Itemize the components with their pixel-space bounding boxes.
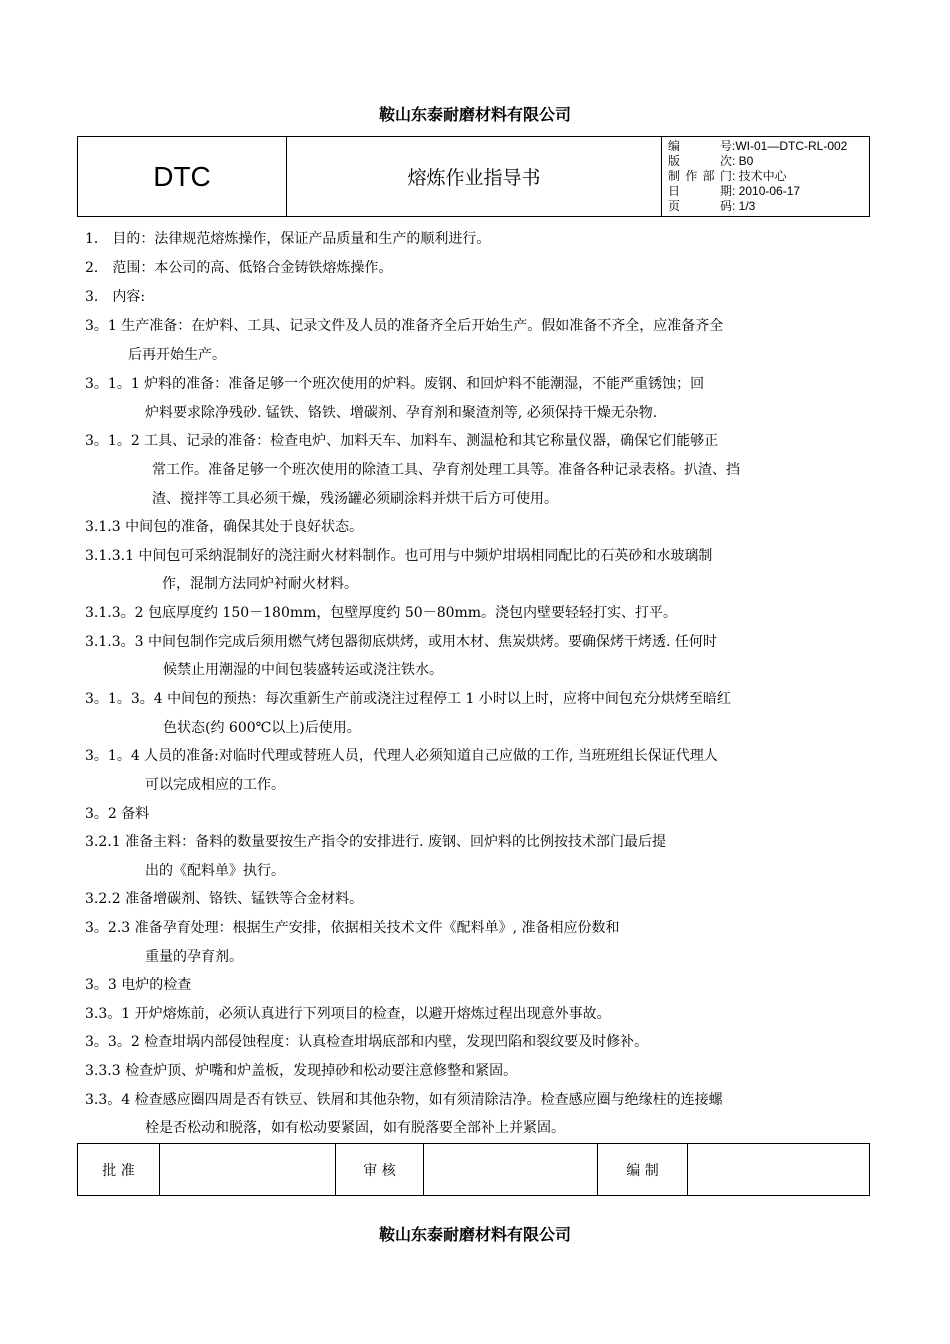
body-line: 3。1。2 工具、记录的准备：检查电炉、加料天车、加料车、测温枪和其它称量仪器，确保它们能够正 — [85, 433, 719, 449]
body-line: 常工作。准备足够一个班次使用的除渣工具、孕育剂处理工具等。准备各种记录表格。扒渣、挡 — [152, 462, 740, 478]
body-line: 3。2.3 准备孕育处理：根据生产安排，依据相关技术文件《配料单》, 准备相应份数和 — [85, 920, 620, 936]
company-name-bottom: 鞍山东泰耐磨材料有限公司 — [378, 1225, 571, 1244]
body-line: 3.2.2 准备增碳剂、铬铁、锰铁等合金材料。 — [85, 891, 364, 907]
body-line: 色状态(约 600℃以上)后使用。 — [163, 720, 361, 736]
meta-date: 日 期: 2010-06-17 — [668, 184, 801, 198]
company-name-top: 鞍山东泰耐磨材料有限公司 — [378, 105, 571, 124]
body-line: 3.3。4 检查感应圈四周是否有铁豆、铁屑和其他杂物，如有须清除洁净。检查感应圈与绝缘柱的连接螺 — [85, 1092, 723, 1108]
body-line: 3。2 备料 — [85, 806, 150, 822]
body-line: 候禁止用潮湿的中间包装盛转运或浇注铁水。 — [163, 662, 443, 678]
prepare-field — [688, 1144, 870, 1196]
document-meta — [662, 137, 870, 217]
body-line: 可以完成相应的工作。 — [145, 777, 285, 793]
body-line: 炉料要求除净残砂. 锰铁、铬铁、增碳剂、孕育剂和聚渣剂等, 必须保持干燥无杂物. — [145, 405, 658, 421]
body-line: 1． 目的：法律规范熔炼操作，保证产品质量和生产的顺利进行。 — [85, 231, 491, 247]
body-line: 作，混制方法同炉衬耐火材料。 — [162, 576, 358, 592]
document-header-table — [77, 136, 870, 217]
body-line: 3.1.3。3 中间包制作完成后须用燃气烤包器彻底烘烤，或用木材、焦炭烘烤。要确保烤干烤透. 任何时 — [85, 634, 717, 650]
body-line: 3。1 生产准备：在炉料、工具、记录文件及人员的准备齐全后开始生产。假如准备不齐全，应准备齐全 — [85, 318, 724, 334]
body-line: 3。1。3。4 中间包的预热：每次重新生产前或浇注过程停工 1 小时以上时，应将中间包充分烘烤至暗红 — [85, 691, 731, 707]
body-line: 3.2.1 准备主料：备料的数量要按生产指令的安排进行. 废钢、回炉料的比例按技术部门最后提 — [85, 834, 666, 850]
body-line: 3.1.3 中间包的准备，确保其处于良好状态。 — [85, 519, 364, 535]
document-title: 熔炼作业指导书 — [287, 137, 662, 217]
body-line: 栓是否松动和脱落，如有松动要紧固，如有脱落要全部补上并紧固。 — [145, 1120, 565, 1136]
approve-field — [160, 1144, 336, 1196]
body-line: 3.1.3.1 中间包可采纳混制好的浇注耐火材料制作。也可用与中频炉坩埚相同配比的石英砂和水玻璃制 — [85, 548, 713, 564]
meta-page: 页 码: 1/3 — [668, 199, 756, 213]
meta-doc-number: 编 号:WI-01—DTC-RL-002 — [668, 139, 848, 153]
review-label: 审 核 — [336, 1144, 424, 1196]
body-line: 渣、搅拌等工具必须干燥，残汤罐必须刷涂料并烘干后方可使用。 — [152, 491, 558, 507]
body-line: 3。1。4 人员的准备:对临时代理或替班人员，代理人必须知道自己应做的工作, 当班班组长保证代理人 — [85, 748, 718, 764]
body-line: 3。1。1 炉料的准备：准备足够一个班次使用的炉料。废钢、和回炉料不能潮湿，不能严重锈蚀；回 — [85, 376, 705, 392]
signoff-table — [77, 1143, 870, 1196]
body-line: 3.3。1 开炉熔炼前，必须认真进行下列项目的检查，以避开熔炼过程出现意外事故。 — [85, 1006, 611, 1022]
body-line: 3.1.3。2 包底厚度约 150－180mm，包壁厚度约 50－80mm。浇包内壁要轻轻打实、打平。 — [85, 605, 678, 621]
body-line: 重量的孕育剂。 — [145, 949, 243, 965]
meta-version: 版 次: B0 — [668, 154, 754, 168]
meta-department: 制作部门: 技术中心 — [668, 169, 787, 183]
body-line: 2． 范围：本公司的高、低铬合金铸铁熔炼操作。 — [85, 260, 393, 276]
body-line: 后再开始生产。 — [128, 347, 226, 363]
body-line: 出的《配料单》执行。 — [145, 863, 285, 879]
body-line: 3． 内容: — [85, 289, 146, 305]
body-line: 3.3.3 检查炉顶、炉嘴和炉盖板，发现掉砂和松动要注意修整和紧固。 — [85, 1063, 518, 1079]
body-line: 3。3 电炉的检查 — [85, 977, 192, 993]
prepare-label: 编 制 — [598, 1144, 688, 1196]
body-line: 3。3。2 检查坩埚内部侵蚀程度：认真检查坩埚底部和内壁，发现凹陷和裂纹要及时修补。 — [85, 1034, 649, 1050]
approve-label: 批 准 — [78, 1144, 160, 1196]
review-field — [424, 1144, 598, 1196]
company-logo-text: DTC — [78, 137, 287, 217]
